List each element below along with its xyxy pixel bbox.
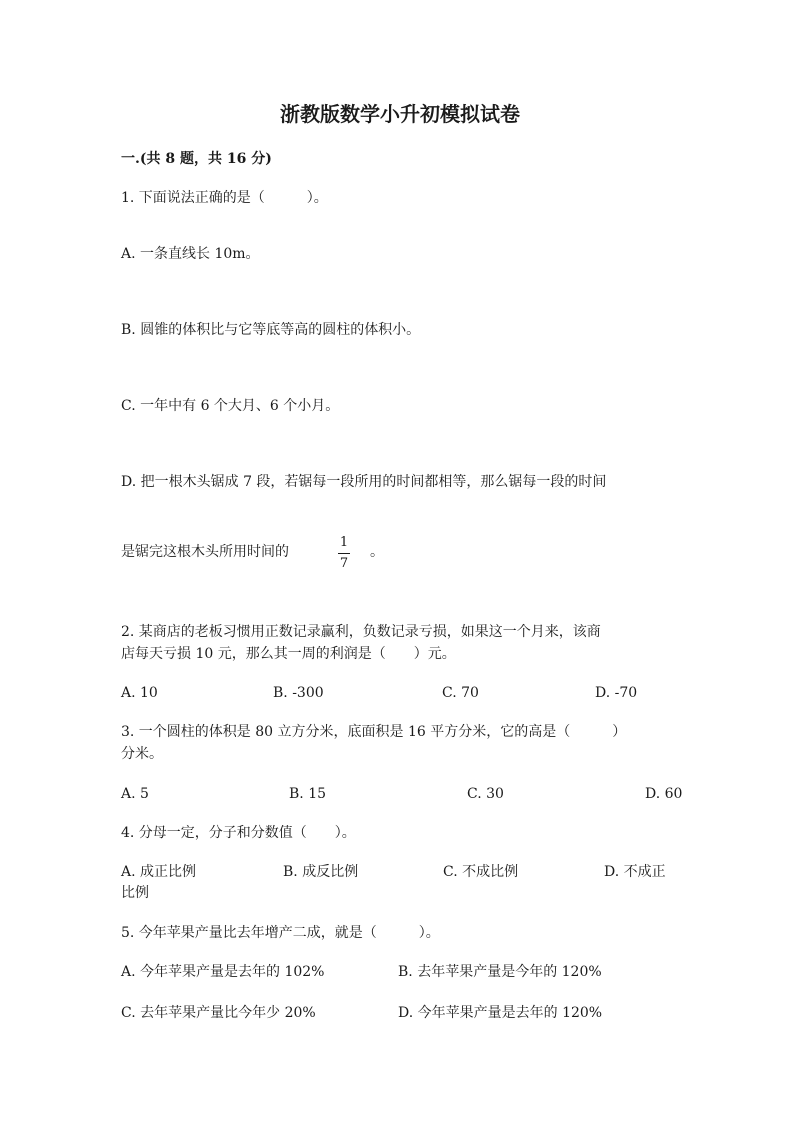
question-4-stem: 4. 分母一定，分子和分数值（ ）。 bbox=[121, 825, 356, 841]
question-1-option-d-continued: 是锯完这根木头所用时间的 bbox=[121, 544, 289, 560]
question-1-option-d: D. 把一根木头锯成 7 段，若锯每一段所用的时间都相等，那么锯每一段的时间 bbox=[121, 474, 607, 490]
question-4-option-d: D. 不成正 bbox=[604, 864, 666, 880]
question-5-option-d: D. 今年苹果产量是去年的 120% bbox=[398, 1005, 603, 1021]
question-3-option-c: C. 30 bbox=[467, 786, 504, 802]
question-3-option-a: A. 5 bbox=[121, 786, 149, 802]
question-5-option-c: C. 去年苹果产量比今年少 20% bbox=[121, 1005, 316, 1021]
question-1-option-b: B. 圆锥的体积比与它等底等高的圆柱的体积小。 bbox=[121, 322, 421, 338]
question-2-option-c: C. 70 bbox=[442, 685, 479, 701]
question-3-option-b: B. 15 bbox=[289, 786, 327, 802]
question-1-stem: 1. 下面说法正确的是（ ）。 bbox=[121, 190, 328, 206]
question-5-option-b: B. 去年苹果产量是今年的 120% bbox=[398, 964, 602, 980]
question-5-stem: 5. 今年苹果产量比去年增产二成，就是（ ）。 bbox=[121, 925, 440, 941]
question-2-stem-line1: 2. 某商店的老板习惯用正数记录赢利，负数记录亏损，如果这一个月来，该商 bbox=[121, 624, 601, 640]
fraction-denominator: 7 bbox=[339, 556, 349, 571]
question-1-option-c: C. 一年中有 6 个大月、6 个小月。 bbox=[121, 398, 340, 414]
question-2-option-b: B. -300 bbox=[273, 685, 324, 701]
question-1-option-a: A. 一条直线长 10m。 bbox=[121, 246, 260, 262]
section-heading: 一.(共 8 题，共 16 分) bbox=[121, 151, 272, 167]
question-3-stem-line1: 3. 一个圆柱的体积是 80 立方分米，底面积是 16 平方分米，它的高是（ ） bbox=[121, 724, 627, 740]
question-2-option-d: D. -70 bbox=[595, 685, 638, 701]
question-3-stem-line2: 分米。 bbox=[121, 746, 163, 762]
fraction-bar bbox=[338, 553, 350, 554]
question-3-option-d: D. 60 bbox=[645, 786, 683, 802]
question-4-option-d-continued: 比例 bbox=[121, 885, 149, 901]
question-2-option-a: A. 10 bbox=[121, 685, 158, 701]
question-4-option-b: B. 成反比例 bbox=[283, 864, 359, 880]
question-2-stem-line2: 店每天亏损 10 元，那么其一周的利润是（ ）元。 bbox=[121, 646, 456, 662]
question-5-option-a: A. 今年苹果产量是去年的 102% bbox=[121, 964, 325, 980]
question-1-option-d-end: 。 bbox=[370, 544, 384, 560]
question-4-option-c: C. 不成比例 bbox=[443, 864, 519, 880]
page-title: 浙教版数学小升初模拟试卷 bbox=[280, 102, 520, 126]
question-4-option-a: A. 成正比例 bbox=[121, 864, 197, 880]
fraction-numerator: 1 bbox=[339, 535, 349, 550]
